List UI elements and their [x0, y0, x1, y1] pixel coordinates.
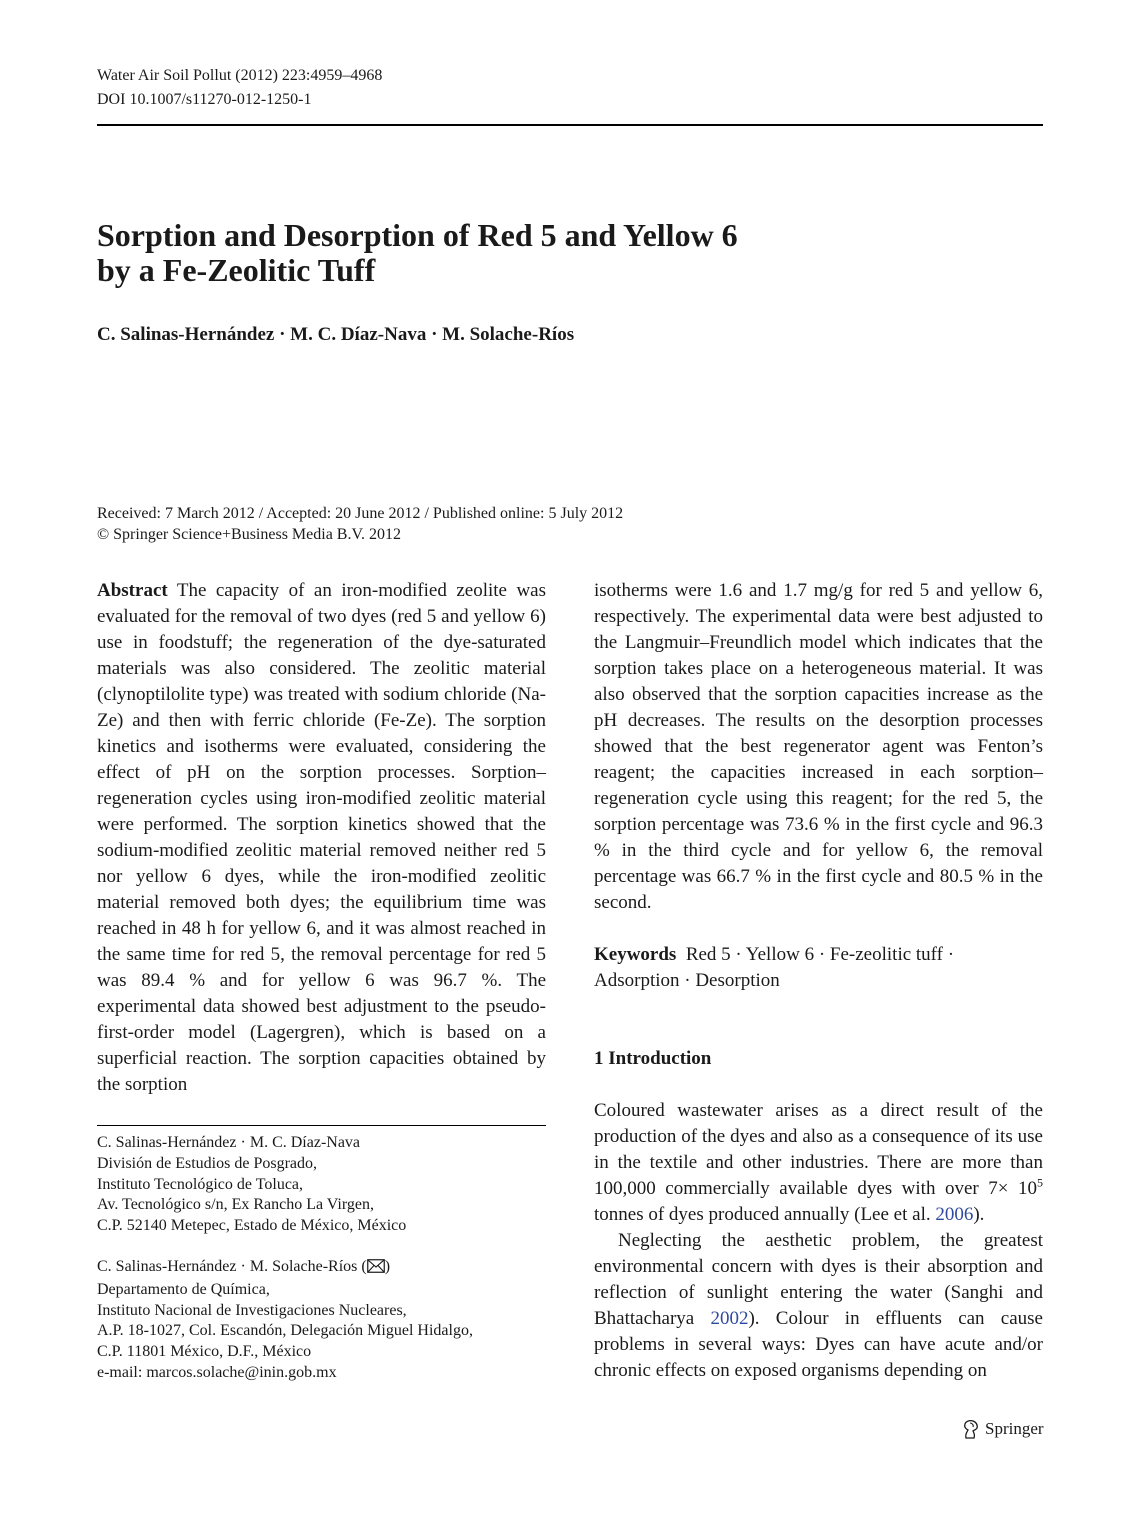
header-rule	[97, 124, 1043, 126]
footnote-rule	[97, 1125, 546, 1126]
doi: DOI 10.1007/s11270-012-1250-1	[97, 91, 312, 108]
author-email[interactable]: e-mail: marcos.solache@inin.gob.mx	[97, 1363, 337, 1381]
title-line-1: Sorption and Desorption of Red 5 and Yellow 6	[97, 217, 738, 253]
affiliation-1-line: C.P. 52140 Metepec, Estado de México, México	[97, 1217, 407, 1235]
journal-citation: Water Air Soil Pollut (2012) 223:4959–4968	[97, 67, 383, 84]
copyright: © Springer Science+Business Media B.V. 2012	[97, 526, 401, 543]
affiliation-2-line: Departamento de Química,	[97, 1280, 270, 1298]
keywords-label: Keywords	[594, 944, 677, 965]
intro-p2-text: Neglecting the aesthetic problem, the greatest environmental concern with dyes is their absorption and reflection of sunlight entering the water (Sanghi and Bhattacharya	[594, 1230, 1043, 1329]
section-heading-introduction: 1 Introduction	[594, 1048, 712, 1069]
keywords-line-2: Adsorption · Desorption	[594, 970, 780, 991]
keywords-line-1: Red 5 · Yellow 6 · Fe-zeolitic tuff ·	[685, 944, 955, 965]
abstract-left	[97, 578, 546, 1098]
affiliation-2-line: C.P. 11801 México, D.F., México	[97, 1343, 312, 1361]
affiliation-2-head: C. Salinas-Hernández · M. Solache-Ríos (	[97, 1257, 367, 1275]
publication-dates: Received: 7 March 2012 / Accepted: 20 June 2012 / Published online: 5 July 2012	[97, 505, 624, 522]
affiliation-1-line: División de Estudios de Posgrado,	[97, 1154, 317, 1172]
intro-p1-base: 10	[1018, 1178, 1038, 1199]
introduction-body	[594, 1098, 1043, 1384]
affiliation-2-line: A.P. 18-1027, Col. Escandón, Delegación Miguel Hidalgo,	[97, 1322, 473, 1340]
intro-paragraph-2	[594, 1228, 1043, 1384]
publisher-logo	[962, 1419, 1044, 1439]
abstract-text-right: isotherms were 1.6 and 1.7 mg/g for red 5 and yellow 6, respectively. The experimental data were best adjusted to the Langmuir–Freundlich model which indicates that the sorption takes place on a heterogeneous material. It was also observed that the sorption capacities increase as the pH decreases. The results on the desorption processes showed that the best regenerator agent was Fenton’s reagent; the capacities increased in each sorption–regeneration cycle using this reagent; for the red 5, the sorption percentage was 73.6 % in the first cycle and 96.3 % in the third cycle and for yellow 6, the removal percentage was 66.7 % in the first cycle and 80.5 % in the second.	[594, 580, 1043, 913]
affiliation-1-line: C. Salinas-Hernández · M. C. Díaz-Nava	[97, 1134, 361, 1151]
springer-horse-icon	[962, 1419, 980, 1439]
affiliation-1-line: Instituto Tecnológico de Toluca,	[97, 1175, 304, 1193]
intro-p2-text-2: ). Colour in effluents can cause problems in several ways: Dyes can have acute and/or chronic effects on exposed organisms depending on	[594, 1308, 1043, 1381]
publisher-name: Springer	[985, 1419, 1044, 1438]
citation-link[interactable]: 2006	[935, 1204, 974, 1225]
envelope-icon	[367, 1259, 385, 1280]
citation-link[interactable]: 2002	[710, 1308, 749, 1329]
affiliations	[97, 1133, 546, 1404]
abstract-right	[594, 578, 1043, 916]
intro-p1-text: Coloured wastewater arises as a direct result of the production of the dyes and also as a consequence of its use in the textile and other industries. There are more than 100,000 commercially available dyes with over 7×	[594, 1100, 1043, 1199]
affiliation-2	[97, 1257, 546, 1384]
author-list: C. Salinas-Hernández · M. C. Díaz-Nava · M. Solache-Ríos	[97, 324, 575, 345]
intro-paragraph-1	[594, 1098, 1043, 1228]
affiliation-1	[97, 1133, 546, 1237]
keywords	[594, 942, 1043, 994]
affiliation-2-head-end: )	[384, 1257, 391, 1275]
intro-p1-text-2: tonnes of dyes produced annually (Lee et al.	[594, 1204, 936, 1225]
intro-p1-exponent: 5	[1037, 1175, 1044, 1190]
abstract-text-left: The capacity of an iron-modified zeolite was evaluated for the removal of two dyes (red 5 and yellow 6) use in foodstuff; the regeneration of the dye-saturated materials was also considered. The zeolitic material (clynoptilolite type) was treated with sodium chloride (Na-Ze) and then with ferric chloride (Fe-Ze). The sorption kinetics and isotherms were evaluated, considering the effect of pH on the sorption processes. Sorption–regeneration cycles using iron-modified zeolitic material were performed. The sorption kinetics showed that the sodium-modified zeolitic material removed neither red 5 nor yellow 6 dyes, while the iron-modified zeolitic material removed both dyes; the equilibrium time was reached in 48 h for yellow 6, and it was almost reached in the same time for red 5, the removal percentage for red 5 was 89.4 % and for yellow 6 was 96.7 %. The experimental data showed best adjustment to the pseudo-first-order model (Lagergren), which is based on a superficial reaction. The sorption capacities obtained by the sorption	[97, 580, 546, 1095]
intro-p1-end: ).	[973, 1204, 985, 1225]
title-line-2: by a Fe-Zeolitic Tuff	[97, 252, 376, 288]
article-title	[97, 218, 1043, 288]
abstract-label: Abstract	[97, 580, 168, 601]
affiliation-1-line: Av. Tecnológico s/n, Ex Rancho La Virgen,	[97, 1196, 374, 1214]
affiliation-2-line: Instituto Nacional de Investigaciones Nucleares,	[97, 1301, 407, 1319]
